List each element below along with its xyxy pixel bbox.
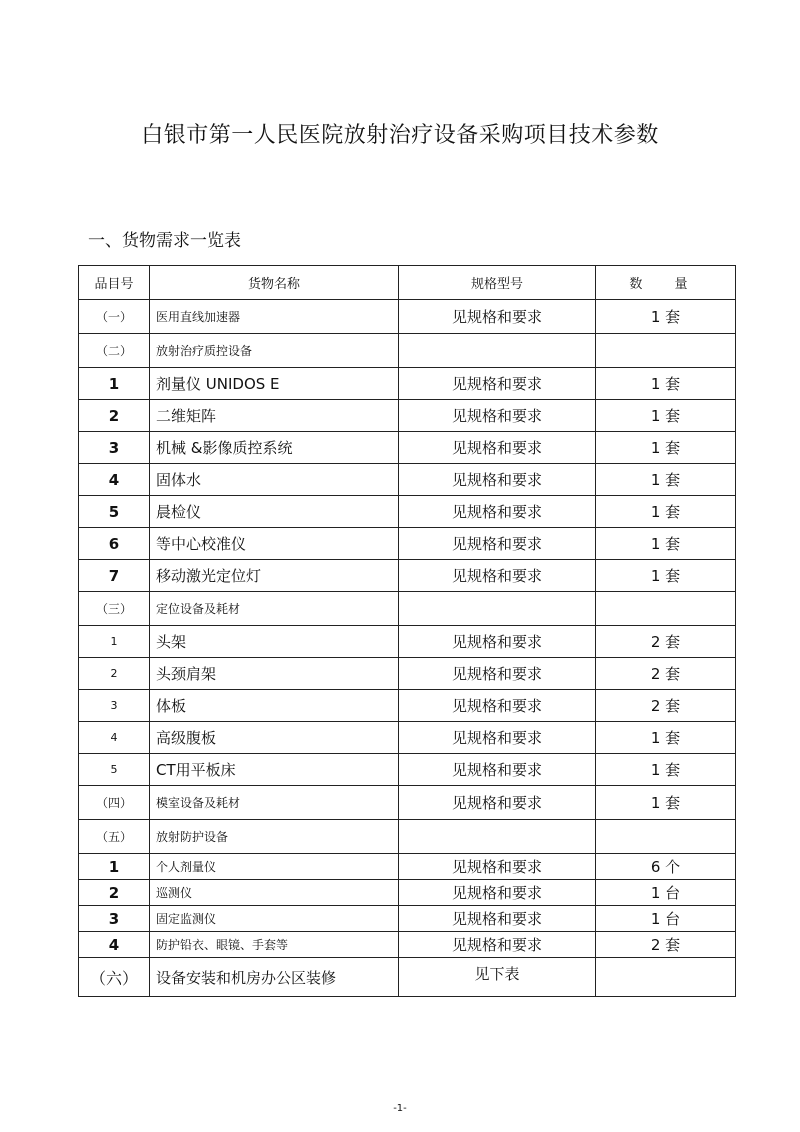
row-item-name: 机械 &影像质控系统 xyxy=(150,432,399,464)
table-row xyxy=(79,560,736,592)
row-quantity: 1 套 xyxy=(596,722,736,754)
row-item-name: 头颈肩架 xyxy=(150,658,399,690)
table-row xyxy=(79,906,736,932)
row-quantity xyxy=(596,334,736,368)
table-row xyxy=(79,334,736,368)
row-index: （六） xyxy=(79,958,150,997)
row-item-name: 个人剂量仪 xyxy=(150,854,399,880)
table-row xyxy=(79,496,736,528)
header-index: 品目号 xyxy=(79,266,150,300)
table-row xyxy=(79,786,736,820)
row-item-name: 体板 xyxy=(150,690,399,722)
row-spec: 见规格和要求 xyxy=(399,786,596,820)
row-spec: 见下表 xyxy=(399,958,596,997)
page-number: -1- xyxy=(393,1103,407,1114)
row-index: （二） xyxy=(79,334,150,368)
section-heading: 一、货物需求一览表 xyxy=(88,231,241,251)
table-row xyxy=(79,690,736,722)
table-row xyxy=(79,432,736,464)
row-item-name: 二维矩阵 xyxy=(150,400,399,432)
row-quantity: 1 台 xyxy=(596,906,736,932)
table-row xyxy=(79,368,736,400)
row-spec: 见规格和要求 xyxy=(399,854,596,880)
row-quantity: 1 套 xyxy=(596,300,736,334)
row-index: 3 xyxy=(79,906,150,932)
table-row xyxy=(79,932,736,958)
row-spec: 见规格和要求 xyxy=(399,722,596,754)
row-quantity: 1 套 xyxy=(596,560,736,592)
row-quantity: 6 个 xyxy=(596,854,736,880)
row-item-name: 头架 xyxy=(150,626,399,658)
table-row xyxy=(79,592,736,626)
table-row xyxy=(79,400,736,432)
document-title: 白银市第一人民医院放射治疗设备采购项目技术参数 xyxy=(141,123,659,148)
row-index: 2 xyxy=(79,880,150,906)
table-row xyxy=(79,300,736,334)
row-quantity: 1 套 xyxy=(596,464,736,496)
header-name: 货物名称 xyxy=(150,266,399,300)
row-quantity: 2 套 xyxy=(596,690,736,722)
row-item-name: 设备安装和机房办公区装修 xyxy=(150,958,399,997)
row-quantity xyxy=(596,592,736,626)
row-spec: 见规格和要求 xyxy=(399,464,596,496)
row-spec: 见规格和要求 xyxy=(399,906,596,932)
row-index: 2 xyxy=(79,400,150,432)
table-row xyxy=(79,880,736,906)
row-spec xyxy=(399,820,596,854)
row-item-name: 固定监测仪 xyxy=(150,906,399,932)
row-spec: 见规格和要求 xyxy=(399,496,596,528)
row-index: （五） xyxy=(79,820,150,854)
row-spec: 见规格和要求 xyxy=(399,528,596,560)
row-spec xyxy=(399,334,596,368)
row-item-name: 等中心校准仪 xyxy=(150,528,399,560)
row-item-name: 剂量仪 UNIDOS E xyxy=(150,368,399,400)
header-qty: 数 量 xyxy=(596,266,736,300)
row-item-name: CT用平板床 xyxy=(150,754,399,786)
row-quantity: 1 台 xyxy=(596,880,736,906)
row-index: 6 xyxy=(79,528,150,560)
row-quantity: 1 套 xyxy=(596,432,736,464)
table-row xyxy=(79,626,736,658)
row-quantity xyxy=(596,820,736,854)
row-spec xyxy=(399,592,596,626)
table-row xyxy=(79,820,736,854)
row-quantity: 2 套 xyxy=(596,932,736,958)
row-quantity: 2 套 xyxy=(596,658,736,690)
row-spec: 见规格和要求 xyxy=(399,754,596,786)
row-item-name: 放射治疗质控设备 xyxy=(150,334,399,368)
row-quantity: 1 套 xyxy=(596,400,736,432)
row-index: 4 xyxy=(79,722,150,754)
row-item-name: 放射防护设备 xyxy=(150,820,399,854)
row-quantity: 1 套 xyxy=(596,528,736,560)
table-row xyxy=(79,658,736,690)
row-item-name: 固体水 xyxy=(150,464,399,496)
row-quantity xyxy=(596,958,736,997)
row-index: 7 xyxy=(79,560,150,592)
row-spec: 见规格和要求 xyxy=(399,400,596,432)
row-spec: 见规格和要求 xyxy=(399,932,596,958)
row-item-name: 晨检仪 xyxy=(150,496,399,528)
row-spec: 见规格和要求 xyxy=(399,690,596,722)
row-quantity: 1 套 xyxy=(596,496,736,528)
row-index: 1 xyxy=(79,368,150,400)
goods-requirement-table xyxy=(78,265,736,997)
row-item-name: 移动激光定位灯 xyxy=(150,560,399,592)
row-item-name: 定位设备及耗材 xyxy=(150,592,399,626)
row-index: 1 xyxy=(79,854,150,880)
table-row xyxy=(79,722,736,754)
row-index: 5 xyxy=(79,496,150,528)
row-quantity: 1 套 xyxy=(596,754,736,786)
row-spec: 见规格和要求 xyxy=(399,300,596,334)
row-item-name: 医用直线加速器 xyxy=(150,300,399,334)
row-spec: 见规格和要求 xyxy=(399,658,596,690)
row-index: 5 xyxy=(79,754,150,786)
row-index: 2 xyxy=(79,658,150,690)
row-spec: 见规格和要求 xyxy=(399,626,596,658)
row-spec: 见规格和要求 xyxy=(399,368,596,400)
row-index: 1 xyxy=(79,626,150,658)
table-row xyxy=(79,854,736,880)
row-quantity: 1 套 xyxy=(596,368,736,400)
row-quantity: 1 套 xyxy=(596,786,736,820)
row-index: 3 xyxy=(79,432,150,464)
table-row xyxy=(79,958,736,997)
row-index: 4 xyxy=(79,464,150,496)
table-row xyxy=(79,528,736,560)
row-quantity: 2 套 xyxy=(596,626,736,658)
row-index: 4 xyxy=(79,932,150,958)
table-header-row xyxy=(79,266,736,300)
row-spec: 见规格和要求 xyxy=(399,432,596,464)
table-row xyxy=(79,464,736,496)
row-index: （一） xyxy=(79,300,150,334)
row-item-name: 巡测仪 xyxy=(150,880,399,906)
row-spec: 见规格和要求 xyxy=(399,560,596,592)
row-index: 3 xyxy=(79,690,150,722)
row-index: （三） xyxy=(79,592,150,626)
table-row xyxy=(79,754,736,786)
row-item-name: 防护铅衣、眼镜、手套等 xyxy=(150,932,399,958)
row-spec: 见规格和要求 xyxy=(399,880,596,906)
row-index: （四） xyxy=(79,786,150,820)
row-item-name: 高级腹板 xyxy=(150,722,399,754)
row-item-name: 模室设备及耗材 xyxy=(150,786,399,820)
header-spec: 规格型号 xyxy=(399,266,596,300)
